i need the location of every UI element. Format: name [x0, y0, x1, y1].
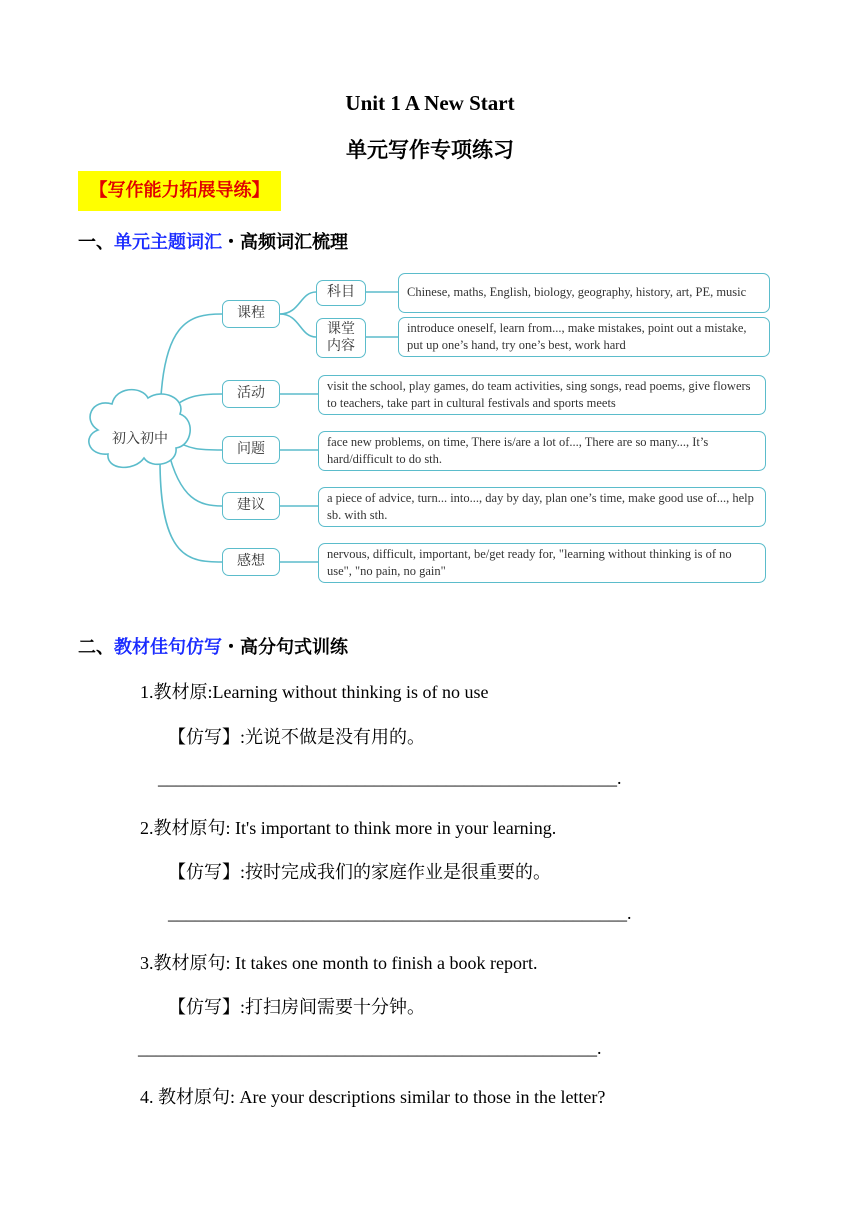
- section-2-heading: [78, 633, 348, 659]
- exercise-2-original: 2.教材原句: It's important to think more in your learning.: [140, 818, 557, 838]
- exercise-3-original: 3.教材原句: It takes one month to finish a book report.: [140, 953, 538, 973]
- exercise-2-blank[interactable]: ___________________________________________________.: [168, 903, 632, 923]
- exercise-4-original: 4. 教材原句: Are your descriptions similar to those in the letter?: [140, 1087, 606, 1107]
- exercise-3-imitate: 【仿写】:打扫房间需要十分钟。: [168, 997, 425, 1017]
- exercise-1-blank[interactable]: ___________________________________________________.: [158, 768, 622, 788]
- branch-feelings: 感想: [222, 548, 280, 576]
- page-title: Unit 1 A New Start: [345, 91, 515, 115]
- section-1-highlight: 单元主题词汇: [114, 232, 222, 253]
- leaf-subjects: Chinese, maths, English, biology, geography, history, art, PE, music: [398, 273, 770, 313]
- mindmap-center-label: 初入初中: [112, 431, 168, 447]
- leaf-feelings: nervous, difficult, important, be/get ready for, "learning without thinking is of no use", "no pain, no gain": [318, 543, 766, 583]
- leaf-activities: visit the school, play games, do team activities, sing songs, read poems, give flowers to teachers, take part in cultural festivals and sports meets: [318, 375, 766, 415]
- exercise-1-original: 1.教材原:Learning without thinking is of no use: [140, 682, 489, 702]
- exercise-3-blank[interactable]: ___________________________________________________.: [138, 1038, 602, 1058]
- branch-activities: 活动: [222, 380, 280, 408]
- branch-problems: 问题: [222, 436, 280, 464]
- leaf-advice: a piece of advice, turn... into..., day by day, plan one’s time, make good use of..., help sb. with sth.: [318, 487, 766, 527]
- section-2-suffix: ・高分句式训练: [222, 637, 348, 658]
- section-2-highlight: 教材佳句仿写: [114, 637, 222, 658]
- section-2-prefix: 二、: [78, 637, 114, 658]
- branch-courses: 课程: [222, 300, 280, 328]
- exercise-1-imitate: 【仿写】:光说不做是没有用的。: [168, 727, 425, 747]
- section-1-prefix: 一、: [78, 232, 114, 253]
- section-1-suffix: ・高频词汇梳理: [222, 232, 348, 253]
- exercise-2-imitate: 【仿写】:按时完成我们的家庭作业是很重要的。: [168, 862, 551, 882]
- subnode-subjects: 科目: [316, 280, 366, 306]
- leaf-problems: face new problems, on time, There is/are a lot of..., There are so many..., It’s hard/difficult to do sth.: [318, 431, 766, 471]
- page-subtitle: 单元写作专项练习: [346, 138, 514, 162]
- section-banner: 【写作能力拓展导练】: [78, 171, 281, 211]
- leaf-class-content: introduce oneself, learn from..., make mistakes, point out a mistake, put up one’s hand, try one’s best, work hard: [398, 317, 770, 357]
- branch-advice: 建议: [222, 492, 280, 520]
- subnode-class-content: 课堂内容: [316, 318, 366, 358]
